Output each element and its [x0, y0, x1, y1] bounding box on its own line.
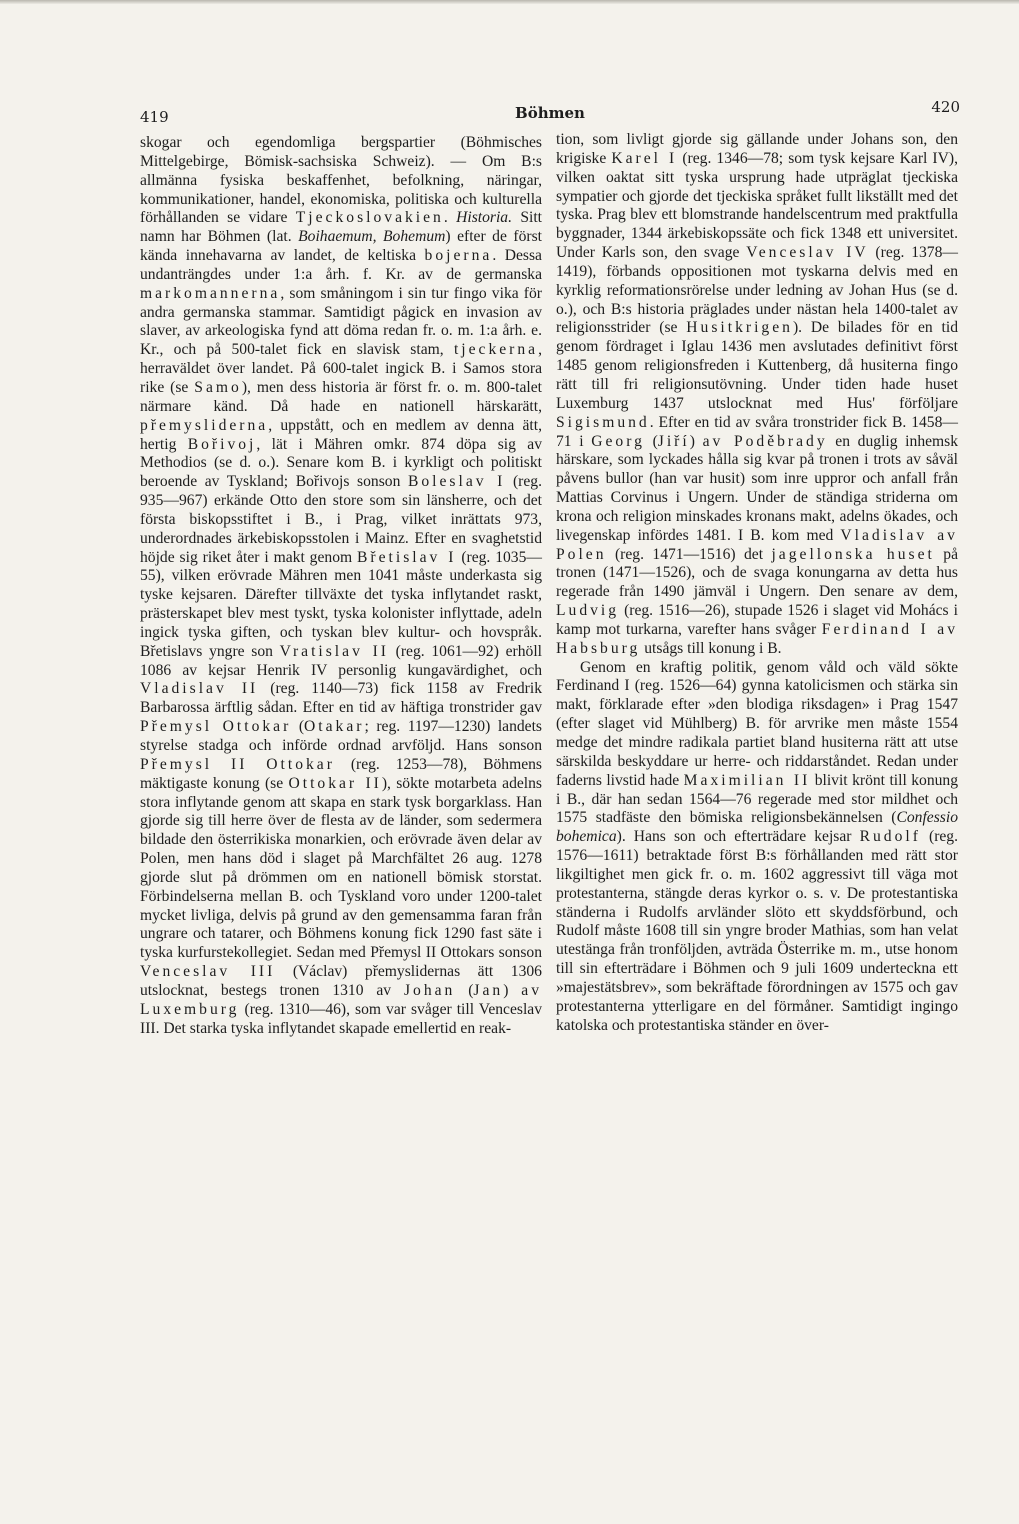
spaced-term: Břetislav I — [357, 548, 457, 566]
page-header — [140, 98, 960, 124]
spaced-term: Venceslav IV — [746, 244, 869, 262]
paragraph — [556, 131, 958, 659]
page-number-left: 419 — [140, 108, 169, 126]
text-run: (reg. 1378—1419), förbands oppositionen mot tyskarna delvis med en kyrklig reformationsrörelse under ledning av Johan Hus (se d. o.), och B:s historia präglades under nästan hela 1400-talet av religionsstrider (se — [556, 244, 958, 337]
text-run: ; reg. 1197—1230) landets styrelse stadga och införde ordnad arvföljd. Hans sonson — [140, 718, 543, 754]
text-run: Genom en kraftig politik, genom våld och väld sökte Ferdinand I (reg. 1526—64) gynna katolicismen och stärka sin makt, förklarade efter »den blodiga riksdagen» i Prag 1547 (efter slaget vid Mühlberg) B. för arvrike men måste 1554 medge det mindre radikala partiet bland husiterna rätt att utse särskilda beskyddare ur herre- och riddarståndet. Redan under faderns livstid hade — [556, 658, 958, 789]
text-run: , som småningom i sin tur fingo vika för andra germanska stammar. Samtidigt pågick en invasion av slaver, av arkeologiska fynd att döma redan fr. o. m. 1:a årh. e. Kr., och på 500-talet fick en slavisk stam, — [140, 284, 542, 359]
spaced-term: Maximilian II — [683, 771, 811, 789]
text-run: (reg. 1061—92) erhöll 1086 av kejsar Henrik IV personlig kungavärdighet, och — [140, 642, 542, 679]
spaced-term: av Poděbrady — [702, 432, 828, 450]
text-run: en duglig inhemsk härskare, som lyckades hålla sig kvar på tronen i trots av såväl påvens bullor (han var husit) som inre uppror och anfall från Mattias Corvinus i Ungern. Under de ständiga striderna om krona och religion minskades kronans makt, adelns ökades, och livegenskap infördes 1481. I B. kom med — [556, 432, 959, 544]
text-run: (reg. 935—967) erkände Otto den store som sin länsherre, och det första biskopsstiftet i B., i Prag, vilket inrättats 973, underordnades ärkebiskopsstolen i Mainz. Efter en svaghetstid höjde sig riket åter i makt genom — [140, 473, 542, 566]
text-run: . Dessa undanträngdes under 1:a årh. f. Kr. av de germanska — [140, 247, 542, 283]
text-run: ) — [689, 432, 703, 450]
text-run: på tronen (1471—1526), och de svaga konungarna av detta hus regerade från 1490 jämväl i Ungern. Den senare av dem, — [556, 545, 958, 601]
spaced-term: Vladislav av Polen — [556, 526, 958, 563]
text-run: (reg. 1346—78; som tysk kejsare Karl IV), vilken oaktat sitt tyska ursprung hade utpräglat tjeckiska sympatier och gjorde det tjeckiska språket fullt likställt med det tyska. Prag blev ett blomstrande handelscentrum med praktfulla byggnader, 1344 ärkebiskopssäte och fick 1348 ett universitet. Under Karls son, den svage — [556, 149, 958, 262]
spaced-term: Karel I — [611, 149, 678, 167]
text-run: ( — [291, 718, 305, 736]
spaced-term: jagellonska huset — [771, 545, 935, 563]
spaced-term: Rudolf — [859, 828, 921, 846]
text-run: , uppstått, och en medlem av denna ätt, hertig — [140, 416, 542, 453]
text-run: ). Hans son och efterträdare kejsar — [616, 828, 860, 846]
italic-term: Confessio bohemica — [556, 809, 958, 846]
text-run: , herraväldet över landet. På 600-talet ingick B. i Samos stora rike (se — [140, 341, 542, 396]
text-run: (reg. 1253—78), Böhmens mäktigaste konung (se — [140, 755, 543, 792]
page-top-edge — [0, 0, 1019, 4]
text-run: (reg. 1035—55), vilken erövrade Mähren men 1041 måste underkasta sig tyske kejsaren. Därefter tillväxte det tyska inflytandet raskt, prästerskapet blev mest tyskt, tyska kolonister inflyttade, adeln ingick tyska giften, och tyskan blev kultur- och hovspråk. Břetislavs yngre son — [140, 548, 542, 660]
text-run: (reg. 1576—1611) betraktade först B:s förhållanden med rätt stor likgiltighet men gick fr. o. m. 1602 aggressivt till väga mot protestanterna, stängde deras kyrkor o. s. v. De protestantiska ständerna i Rudolfs arvländer slöto ett skyddsförbund, och Rudolf måste 1608 till sin yngre broder Mathias, som han velat utestänga från tronföljden, avträda Österrike m. m., utse honom till sin efterträdare i Böhmen och 9 juli 1609 underteckna ett »majestätsbrev», som bekräftade förordningen av 1575 och gav protestanterna ytterligare en del förmåner. Samtidigt ingingo katolska och protestantiska ständer en över- — [556, 828, 959, 1034]
spaced-term: Ferdinand I av Habsburg — [556, 620, 958, 657]
spaced-term: Venceslav III — [140, 963, 276, 981]
text-run: blivit krönt till konung i B., där han sedan 1564—76 regerade med stor mildhet och 1575 stadfäste den bömiska religionsbekännelsen ( — [556, 771, 959, 827]
spaced-term: Jiří — [657, 432, 690, 450]
paragraph — [140, 134, 542, 1039]
text-run: (reg. 1516—26), stupade 1526 i slaget vid Mohács i kamp mot turkarna, varefter hans svåger — [556, 602, 958, 638]
text-run: (reg. 1471—1516) det — [606, 545, 772, 563]
spaced-term: bojerna — [424, 247, 493, 265]
spaced-term: Sigismund — [556, 413, 650, 431]
text-run: , lät i Mähren omkr. 874 döpa sig av Methodios (se d. o.). Senare kom B. i kyrkligt och politiskt beroende av Tyskland; Bořivojs sonson — [140, 435, 542, 491]
italic-heading: Historia. — [456, 209, 512, 227]
text-run: ) — [503, 981, 522, 999]
spaced-term: Johan — [403, 981, 456, 999]
spaced-term: tjeckerna — [453, 341, 539, 359]
spaced-term: Přemysl II Ottokar — [140, 755, 335, 773]
spaced-term: Ludvig — [556, 602, 620, 620]
spaced-term: Georg — [591, 432, 645, 450]
paragraph — [556, 659, 958, 1036]
text-run: skogar och egendomliga bergspartier (Böhmisches Mittelgebirge, Bömisk-sachsiska Schweiz). — Om B:s allmänna fysiska beskaffenhet, befolkning, näringar, kommunikationer, handel, ekonomiska, politiska och kulturella förhållanden se vidare — [140, 134, 542, 227]
running-title: Böhmen — [515, 104, 585, 122]
spaced-term: Boleslav I — [407, 473, 506, 491]
spaced-term: Vladislav II — [140, 680, 259, 698]
spaced-term: Vratislav II — [279, 642, 389, 660]
spaced-term: Samo — [194, 378, 242, 396]
spaced-term: Otakar — [304, 718, 365, 736]
text-run: (Václav) přemyslidernas ätt 1306 utslocknat, bestegs tronen 1310 av — [140, 963, 542, 999]
text-run: . Efter en tid av svåra tronstrider fick B. 1458—71 i — [556, 413, 958, 450]
spaced-term: Ottokar II — [288, 774, 382, 792]
spaced-term: Jan — [473, 981, 504, 999]
text-run: ). De bilades för en tid genom fördraget i Iglau 1436 men avslutades definitivt först 1485 genom religionsfreden i Kuttenberg, då husiterna fingo rätt till fri religionsutövning. Under tiden hade huset Luxemburg 1437 utslocknat med Hus' förföljare — [556, 319, 958, 412]
text-run: ), sökte motarbeta adelns stora inflytande genom att skapa en stark tysk borgarklass. Han gjorde sig till herre över de flesta av de länder, som sedermera bildade den österrikiska monarkien, och erövrade även delar av Polen, men hans död i slaget på Marchfältet 26 aug. 1278 gjorde slut på drömmen om en nationell bömisk storstat. Förbindelserna mellan B. och Tyskland voro under 1200-talet mycket livliga, delvis på grund av den gemensamma faran från ungrare och tatarer, och Böhmens konung fick 1290 fast säte i tyska kurfurstekollegiet. Sedan med Přemysl II Ottokars sonson — [140, 774, 542, 962]
spaced-term: Bořivoj — [187, 435, 257, 453]
spaced-term: Přemysl Ottokar — [140, 718, 292, 736]
spaced-term: markomannerna — [140, 284, 281, 302]
text-run: tion, som livligt gjorde sig gällande under Johans son, den krigiske — [556, 131, 958, 167]
right-column — [556, 131, 958, 1036]
text-run: Sitt namn har Böhmen (lat. — [140, 209, 542, 246]
text-run: ), men dess historia är först fr. o. m. 800-talet närmare känd. Då hade en nationell härskarätt, — [140, 378, 542, 415]
text-run: ( — [644, 432, 658, 450]
spaced-term: av Luxemburg — [140, 981, 542, 1018]
italic-term: Boihaemum, Bohemum — [298, 228, 446, 246]
text-run: utsågs till konung i B. — [640, 639, 782, 657]
text-run: (reg. 1140—73) fick 1158 av Fredrik Barbarossa ärftlig sådan. Efter en tid av häftiga tronstrider gav — [140, 680, 542, 717]
spaced-term: přemysliderna — [140, 416, 269, 434]
page-number-right: 420 — [931, 98, 960, 116]
text-run: (reg. 1310—46), som var svåger till Venceslav III. Det starka tyska inflytandet skapade emellertid en reak- — [140, 1000, 542, 1037]
spaced-term: Tjeckoslovakien — [295, 209, 444, 227]
left-column — [140, 134, 542, 1039]
spaced-term: Husitkrigen — [686, 319, 793, 337]
text-run: ( — [455, 981, 474, 999]
text-run: . — [443, 209, 457, 227]
text-run: ) efter de först kända innehavarna av landet, de keltiska — [140, 228, 542, 265]
